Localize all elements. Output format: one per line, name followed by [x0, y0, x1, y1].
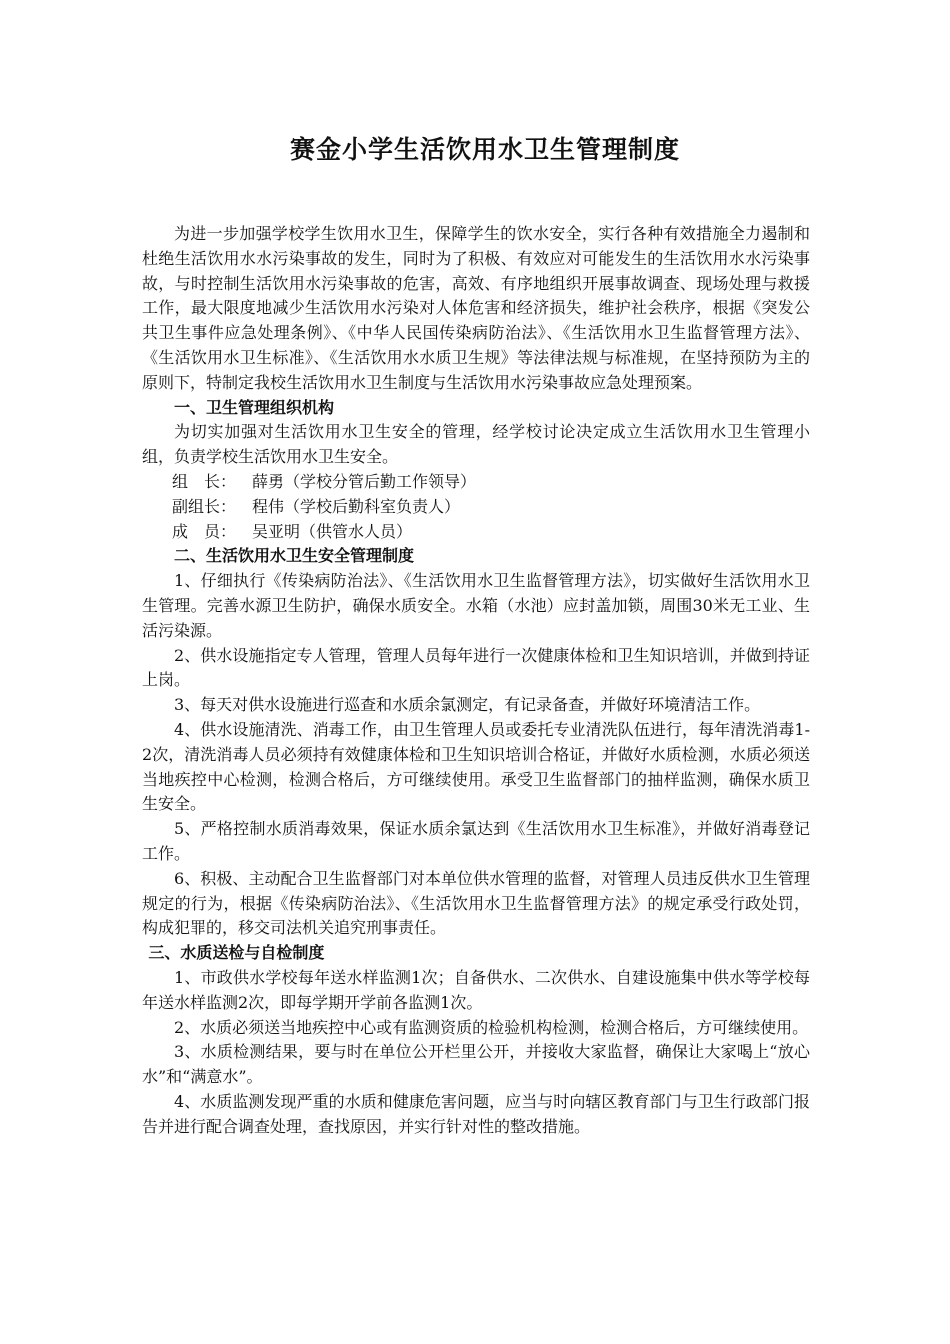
- member-person: 程伟（学校后勤科室负责人）: [252, 496, 461, 516]
- member-line-deputy: [142, 495, 810, 520]
- member-person: 薛勇（学校分管后勤工作领导）: [252, 471, 477, 491]
- member-line-leader: [142, 470, 810, 495]
- section-2-item: 4、供水设施清洗、消毒工作，由卫生管理人员或委托专业清洗队伍进行，每年清洗消毒1-2次，清洗消毒人员必须持有效健康体检和卫生知识培训合格证，并做好水质检测，水质必须送当地疾控中心检测，检测合格后，方可继续使用。承受卫生监督部门的抽样监测，确保水质卫生安全。: [142, 719, 810, 814]
- section-3-heading: 三、水质送检与自检制度: [148, 943, 325, 963]
- intro-paragraph: 为进一步加强学校学生饮用水卫生，保障学生的饮水安全，实行各种有效措施全力遏制和杜绝生活饮用水水污染事故的发生，同时为了积极、有效应对可能发生的生活饮用水水污染事故，与时控制生活饮用水污染事故的危害，高效、有序地组织开展事故调查、现场处理与救援工作，最大限度地减少生活饮用水污染对人体危害和经济损失，维护社会秩序，根据《突发公共卫生事件应急处理条例》、《中华人民国传染病防治法》、《生活饮用水卫生监督管理方法》、《生活饮用水卫生标准》、《生活饮用水水质卫生规》等法律法规与标准规，在坚持预防为主的原则下，特制定我校生活饮用水卫生制度与生活饮用水污染事故应急处理预案。: [142, 224, 810, 392]
- section-2-item: 6、积极、主动配合卫生监督部门对本单位供水管理的监督，对管理人员违反供水卫生管理规定的行为，根据《传染病防治法》、《生活饮用水卫生监督管理方法》的规定承受行政处罚，构成犯罪的，移交司法机关追究刑事责任。: [142, 868, 810, 938]
- section-2-item: 1、仔细执行《传染病防治法》、《生活饮用水卫生监督管理方法》，切实做好生活饮用水卫生管理。完善水源卫生防护，确保水质安全。水箱（水池）应封盖加锁，周围30米无工业、生活污染源。: [142, 571, 810, 640]
- document-title: 赛金小学生活饮用水卫生管理制度: [290, 135, 681, 164]
- section-2-heading: 二、生活饮用水卫生安全管理制度: [174, 546, 415, 566]
- section-3-item: 4、水质监测发现严重的水质和健康危害问题，应当与时向辖区教育部门与卫生行政部门报告并进行配合调查处理，查找原因，并实行针对性的整改措施。: [142, 1091, 810, 1136]
- section-3-item: 2、水质必须送当地疾控中心或有监测资质的检验机构检测，检测合格后，方可继续使用。: [174, 1017, 809, 1037]
- document-page: [142, 128, 810, 1139]
- member-role: 组 长：: [172, 471, 237, 491]
- member-line-member: [142, 520, 810, 545]
- section-2-item: 3、每天对供水设施进行巡查和水质余氯测定，有记录备查，并做好环境清洁工作。: [174, 695, 761, 715]
- member-role: 成 员：: [172, 521, 237, 541]
- section-3-item: 1、市政供水学校每年送水样监测1次；自备供水、二次供水、自建设施集中供水等学校每年送水样监测2次，即每学期开学前各监测1次。: [142, 967, 810, 1012]
- member-role: 副组长：: [172, 496, 237, 516]
- section-3-item: 3、水质检测结果，要与时在单位公开栏里公开，并接收大家监督，确保让大家喝上“放心水”和“满意水”。: [142, 1042, 810, 1087]
- section-1-heading: 一、卫生管理组织机构: [174, 397, 335, 417]
- section-2-item: 5、严格控制水质消毒效果，保证水质余氯达到《生活饮用水卫生标准》，并做好消毒登记工作。: [142, 819, 810, 863]
- section-1-paragraph: 为切实加强对生活饮用水卫生安全的管理，经学校讨论决定成立生活饮用水卫生管理小组，负责学校生活饮用水卫生安全。: [142, 422, 810, 467]
- member-person: 吴亚明（供管水人员）: [252, 521, 413, 541]
- section-2-item: 2、供水设施指定专人管理，管理人员每年进行一次健康体检和卫生知识培训，并做到持证上岗。: [142, 645, 810, 690]
